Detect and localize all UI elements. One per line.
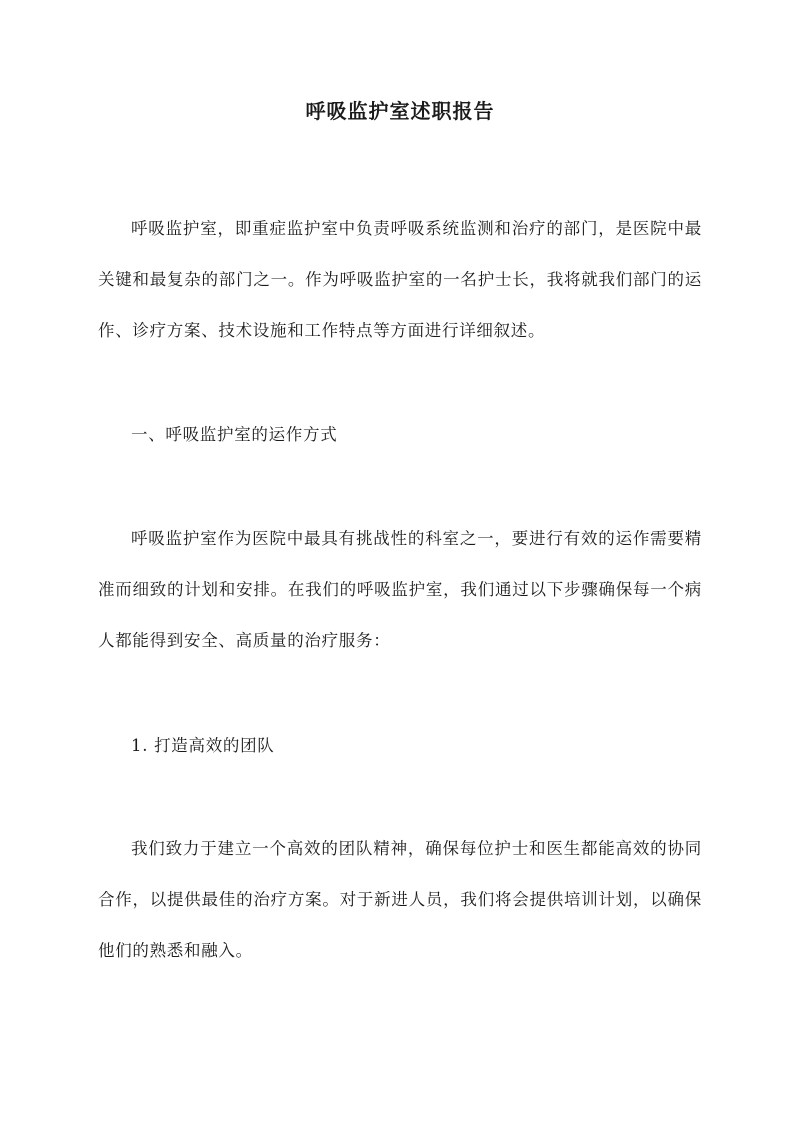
team-paragraph: 我们致力于建立一个高效的团队精神，确保每位护士和医生都能高效的协同合作，以提供最佳的治疗方案。对于新进人员，我们将会提供培训计划，以确保他们的熟悉和融入。	[98, 839, 702, 960]
intro-paragraph: 呼吸监护室，即重症监护室中负责呼吸系统监测和治疗的部门，是医院中最关键和最复杂的部门之一。作为呼吸监护室的一名护士长，我将就我们部门的运作、诊疗方案、技术设施和工作特点等方面进行详细叙述。	[98, 219, 702, 340]
operation-paragraph: 呼吸监护室作为医院中最具有挑战性的科室之一，要进行有效的运作需要精准而细致的计划和安排。在我们的呼吸监护室，我们通过以下步骤确保每一个病人都能得到安全、高质量的治疗服务：	[98, 529, 702, 650]
document-title: 呼吸监护室述职报告	[305, 99, 495, 123]
section-heading-operation: 一、呼吸监护室的运作方式	[131, 425, 338, 444]
subsection-heading-team: 1. 打造高效的团队	[131, 736, 275, 755]
